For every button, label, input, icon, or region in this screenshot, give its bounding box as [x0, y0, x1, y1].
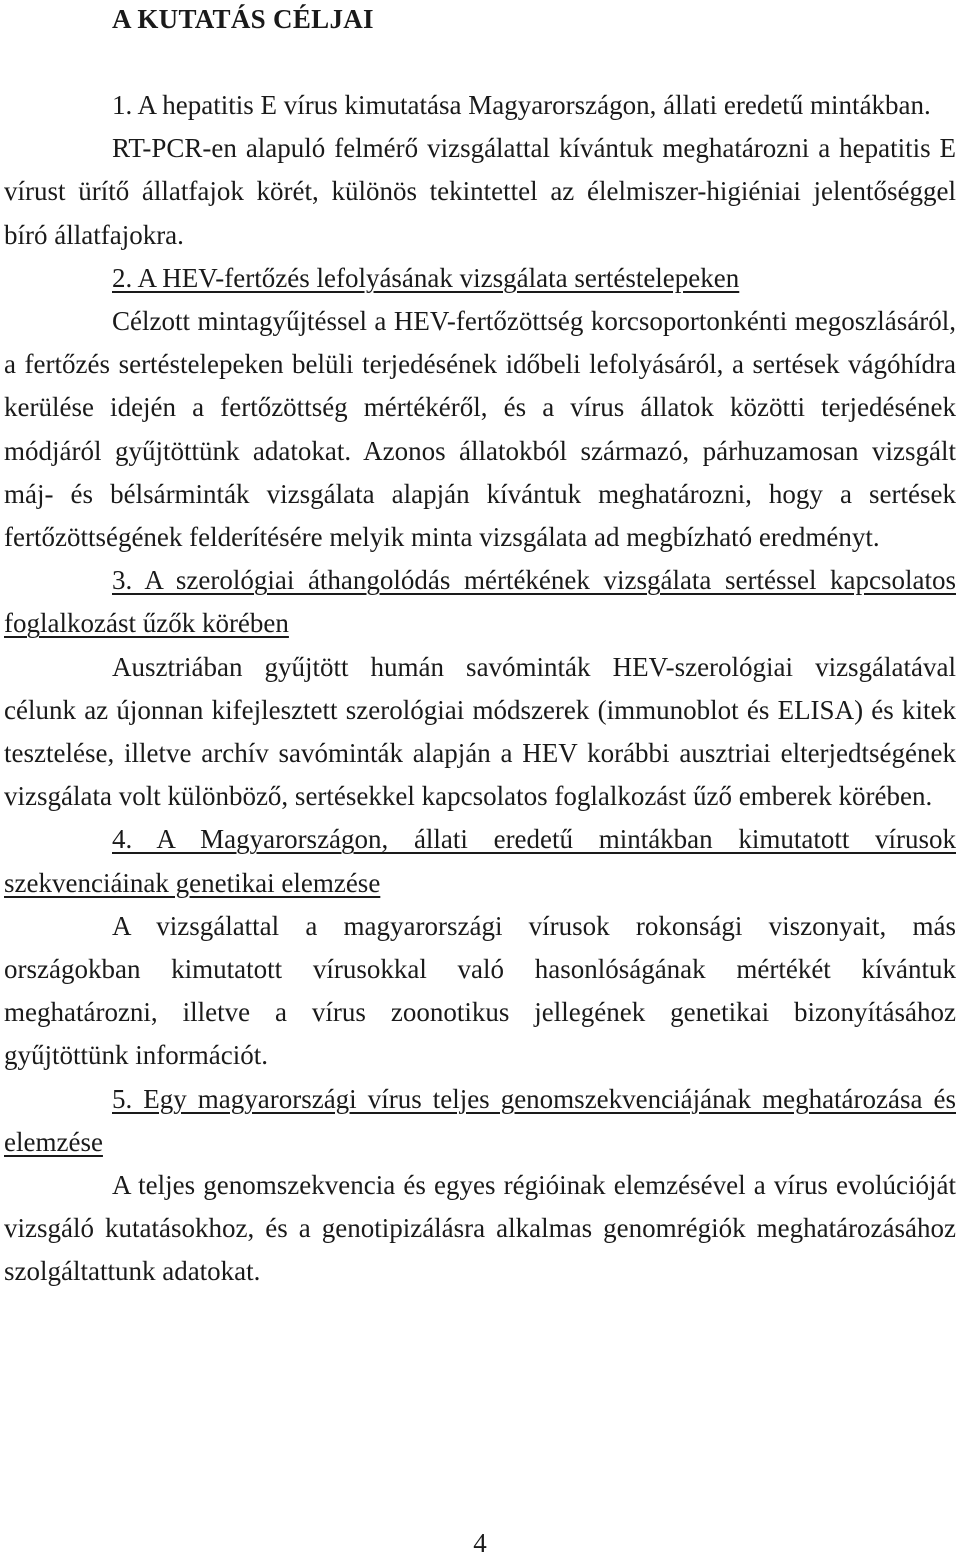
section-1-heading: [4, 84, 956, 127]
section-heading-text: 1. A hepatitis E vírus kimutatása Magyarországon, állati eredetű mintákban.: [112, 90, 931, 120]
page-number: 4: [473, 1528, 487, 1558]
section-4-text: A vizsgálattal a magyarországi vírusok rokonsági viszonyait, más országokban kimutatott vírusokkal való hasonlóságának mértékét kívántuk meghatározni, illetve a vírus zoonotikus jellegének genetikai bizonyításához gyűjtöttünk információt.: [4, 910, 956, 1071]
section-heading-text: 2. A HEV-fertőzés lefolyásának vizsgálata sertéstelepeken: [112, 262, 740, 293]
section-2-heading: [4, 257, 956, 300]
section-1-text: RT-PCR-en alapuló felmérő vizsgálattal kívántuk meghatározni a hepatitis E vírust ürítő állatfajok körét, különös tekintettel az élelmiszer-higiéniai jelentőséggel bíró állatfajokra.: [4, 133, 956, 250]
document-body: [4, 84, 956, 1294]
section-2-text: Célzott mintagyűjtéssel a HEV-fertőzöttség korcsoportonkénti megoszlásáról, a fertőzés sertéstelepeken belüli terjedésének időbeli lefolyásáról, a sertések vágóhídra kerülése idején a fertőzöttség mértékéről, és a vírus állatok közötti terjedésének módjáról gyűjtöttünk adatokat. Azonos állatokból származó, párhuzamosan vizsgált máj- és bélsárminták vizsgálata alapján kívántuk meghatározni, hogy a sertések fertőzöttségének felderítésére melyik minta vizsgálata ad megbízható eredményt.: [4, 306, 956, 553]
section-3-text: Ausztriában gyűjtött humán savóminták HEV-szerológiai vizsgálatával célunk az újonnan kifejlesztett szerológiai módszerek (immunoblot és ELISA) és kitek tesztelése, illetve archív savóminták alapján a HEV korábbi ausztriai elterjedtségének vizsgálata volt különböző, sertésekkel kapcsolatos foglalkozást űző emberek körében.: [4, 651, 956, 812]
page-title: A KUTATÁS CÉLJAI: [112, 4, 374, 34]
section-4-heading: [4, 818, 956, 904]
section-heading-text: 5. Egy magyarországi vírus teljes genomszekvenciájának meghatározása és elemzése: [4, 1083, 956, 1157]
section-heading-text: 3. A szerológiai áthangolódás mértékének vizsgálata sertéssel kapcsolatos foglalkozást űzők körében: [4, 565, 956, 639]
section-3-heading: [4, 559, 956, 645]
section-5-text: A teljes genomszekvencia és egyes régióinak elemzésével a vírus evolúcióját vizsgáló kutatásokhoz, és a genotipizálásra alkalmas genomrégiók meghatározásához szolgáltattunk adatokat.: [4, 1170, 956, 1287]
section-5-heading: [4, 1078, 956, 1164]
section-heading-text: 4. A Magyarországon, állati eredetű mintákban kimutatott vírusok szekvenciáinak genetikai elemzése: [4, 824, 956, 898]
